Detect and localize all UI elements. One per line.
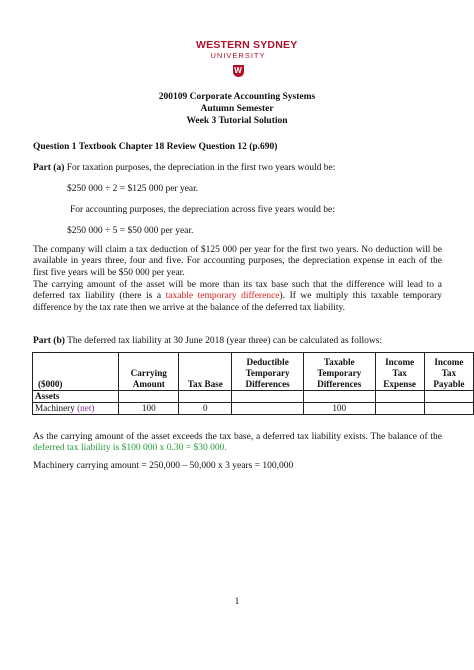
section-label-cell: Assets (33, 391, 119, 403)
paragraph-deduction: The company will claim a tax deduction of $125 000 per year for the first two years. No deduction will be available in years three, four and five. For accounting purposes, the depreciation expense in each of the first five years will be $50 000 per year. (33, 245, 442, 278)
row-label: Machinery (35, 403, 75, 413)
accounting-text: For accounting purposes, the depreciation across five years would be: (70, 205, 335, 215)
deferred-tax-liability-text: deferred tax liability is $100 000 x 0.30 = $30 000. (33, 443, 227, 454)
table-cell (375, 403, 424, 415)
course-title: 200109 Corporate Accounting Systems (158, 92, 316, 102)
table-cell (119, 391, 179, 403)
table-cell (424, 391, 473, 403)
conclusion-paragraph (33, 432, 442, 455)
machinery-calc: Machinery carrying amount = 250,000 – 50,000 x 3 years = 100,000 (33, 461, 294, 471)
part-a-text: For taxation purposes, the depreciation in the first two years would be: (64, 163, 336, 173)
table-cell (179, 391, 232, 403)
part-b-line (33, 335, 382, 347)
table-row (33, 403, 474, 415)
logo-line2: UNIVERSITY (210, 51, 266, 60)
semester-title: Autumn Semester (200, 104, 274, 114)
header-cell: Income Tax Payable (424, 353, 473, 391)
para2-pre: The carrying amount of the asset will be more than its tax base such that the difference will lead to a deferred tax liability (there is a (33, 280, 442, 302)
part-a-line (33, 162, 335, 174)
university-logo (196, 39, 298, 78)
part-a-label: Part (a) (33, 163, 65, 173)
row-label-net: (net) (77, 403, 95, 413)
week-title: Week 3 Tutorial Solution (186, 116, 288, 126)
header-cell: Carrying Amount (119, 353, 179, 391)
accounting-depreciation-calc: $250 000 ÷ 5 = $50 000 per year. (67, 226, 194, 236)
logo-line1: WESTERN SYDNEY (196, 39, 298, 51)
part-b-label: Part (b) (33, 336, 65, 346)
table-cell: 0 (179, 403, 232, 415)
shield-icon: W (234, 66, 242, 75)
taxable-temporary-difference-text: taxable temporary difference (165, 291, 280, 302)
question-heading: Question 1 Textbook Chapter 18 Review Question 12 (p.690) (33, 142, 278, 152)
table-row (33, 391, 474, 403)
table-cell (232, 403, 304, 415)
tax-depreciation-calc: $250 000 ÷ 2 = $125 000 per year. (67, 184, 199, 194)
header-cell: ($000) (33, 353, 119, 391)
table-cell (375, 391, 424, 403)
para2-post: ). If we multiply this taxable temporary difference by the tax rate then we arrive at the balance of the deferred tax liability. (33, 291, 442, 313)
header-cell: Deductible Temporary Differences (232, 353, 304, 391)
table-cell (303, 391, 375, 403)
tax-table (32, 352, 474, 415)
row-label-cell (33, 403, 119, 415)
table-cell: 100 (119, 403, 179, 415)
header-cell: Tax Base (179, 353, 232, 391)
table-header-row (33, 353, 474, 391)
table-cell (232, 391, 304, 403)
paragraph-carrying-amount (33, 280, 442, 314)
part-b-text: The deferred tax liability at 30 June 2018 (year three) can be calculated as follows: (64, 336, 383, 346)
header-cell: Taxable Temporary Differences (303, 353, 375, 391)
header-cell: Income Tax Expense (375, 353, 424, 391)
table-cell: 100 (303, 403, 375, 415)
conclusion-pre: As the carrying amount of the asset exceeds the tax base, a deferred tax liability exists. The balance of the (33, 432, 442, 442)
table-cell (424, 403, 473, 415)
page-number: 1 (234, 597, 240, 607)
